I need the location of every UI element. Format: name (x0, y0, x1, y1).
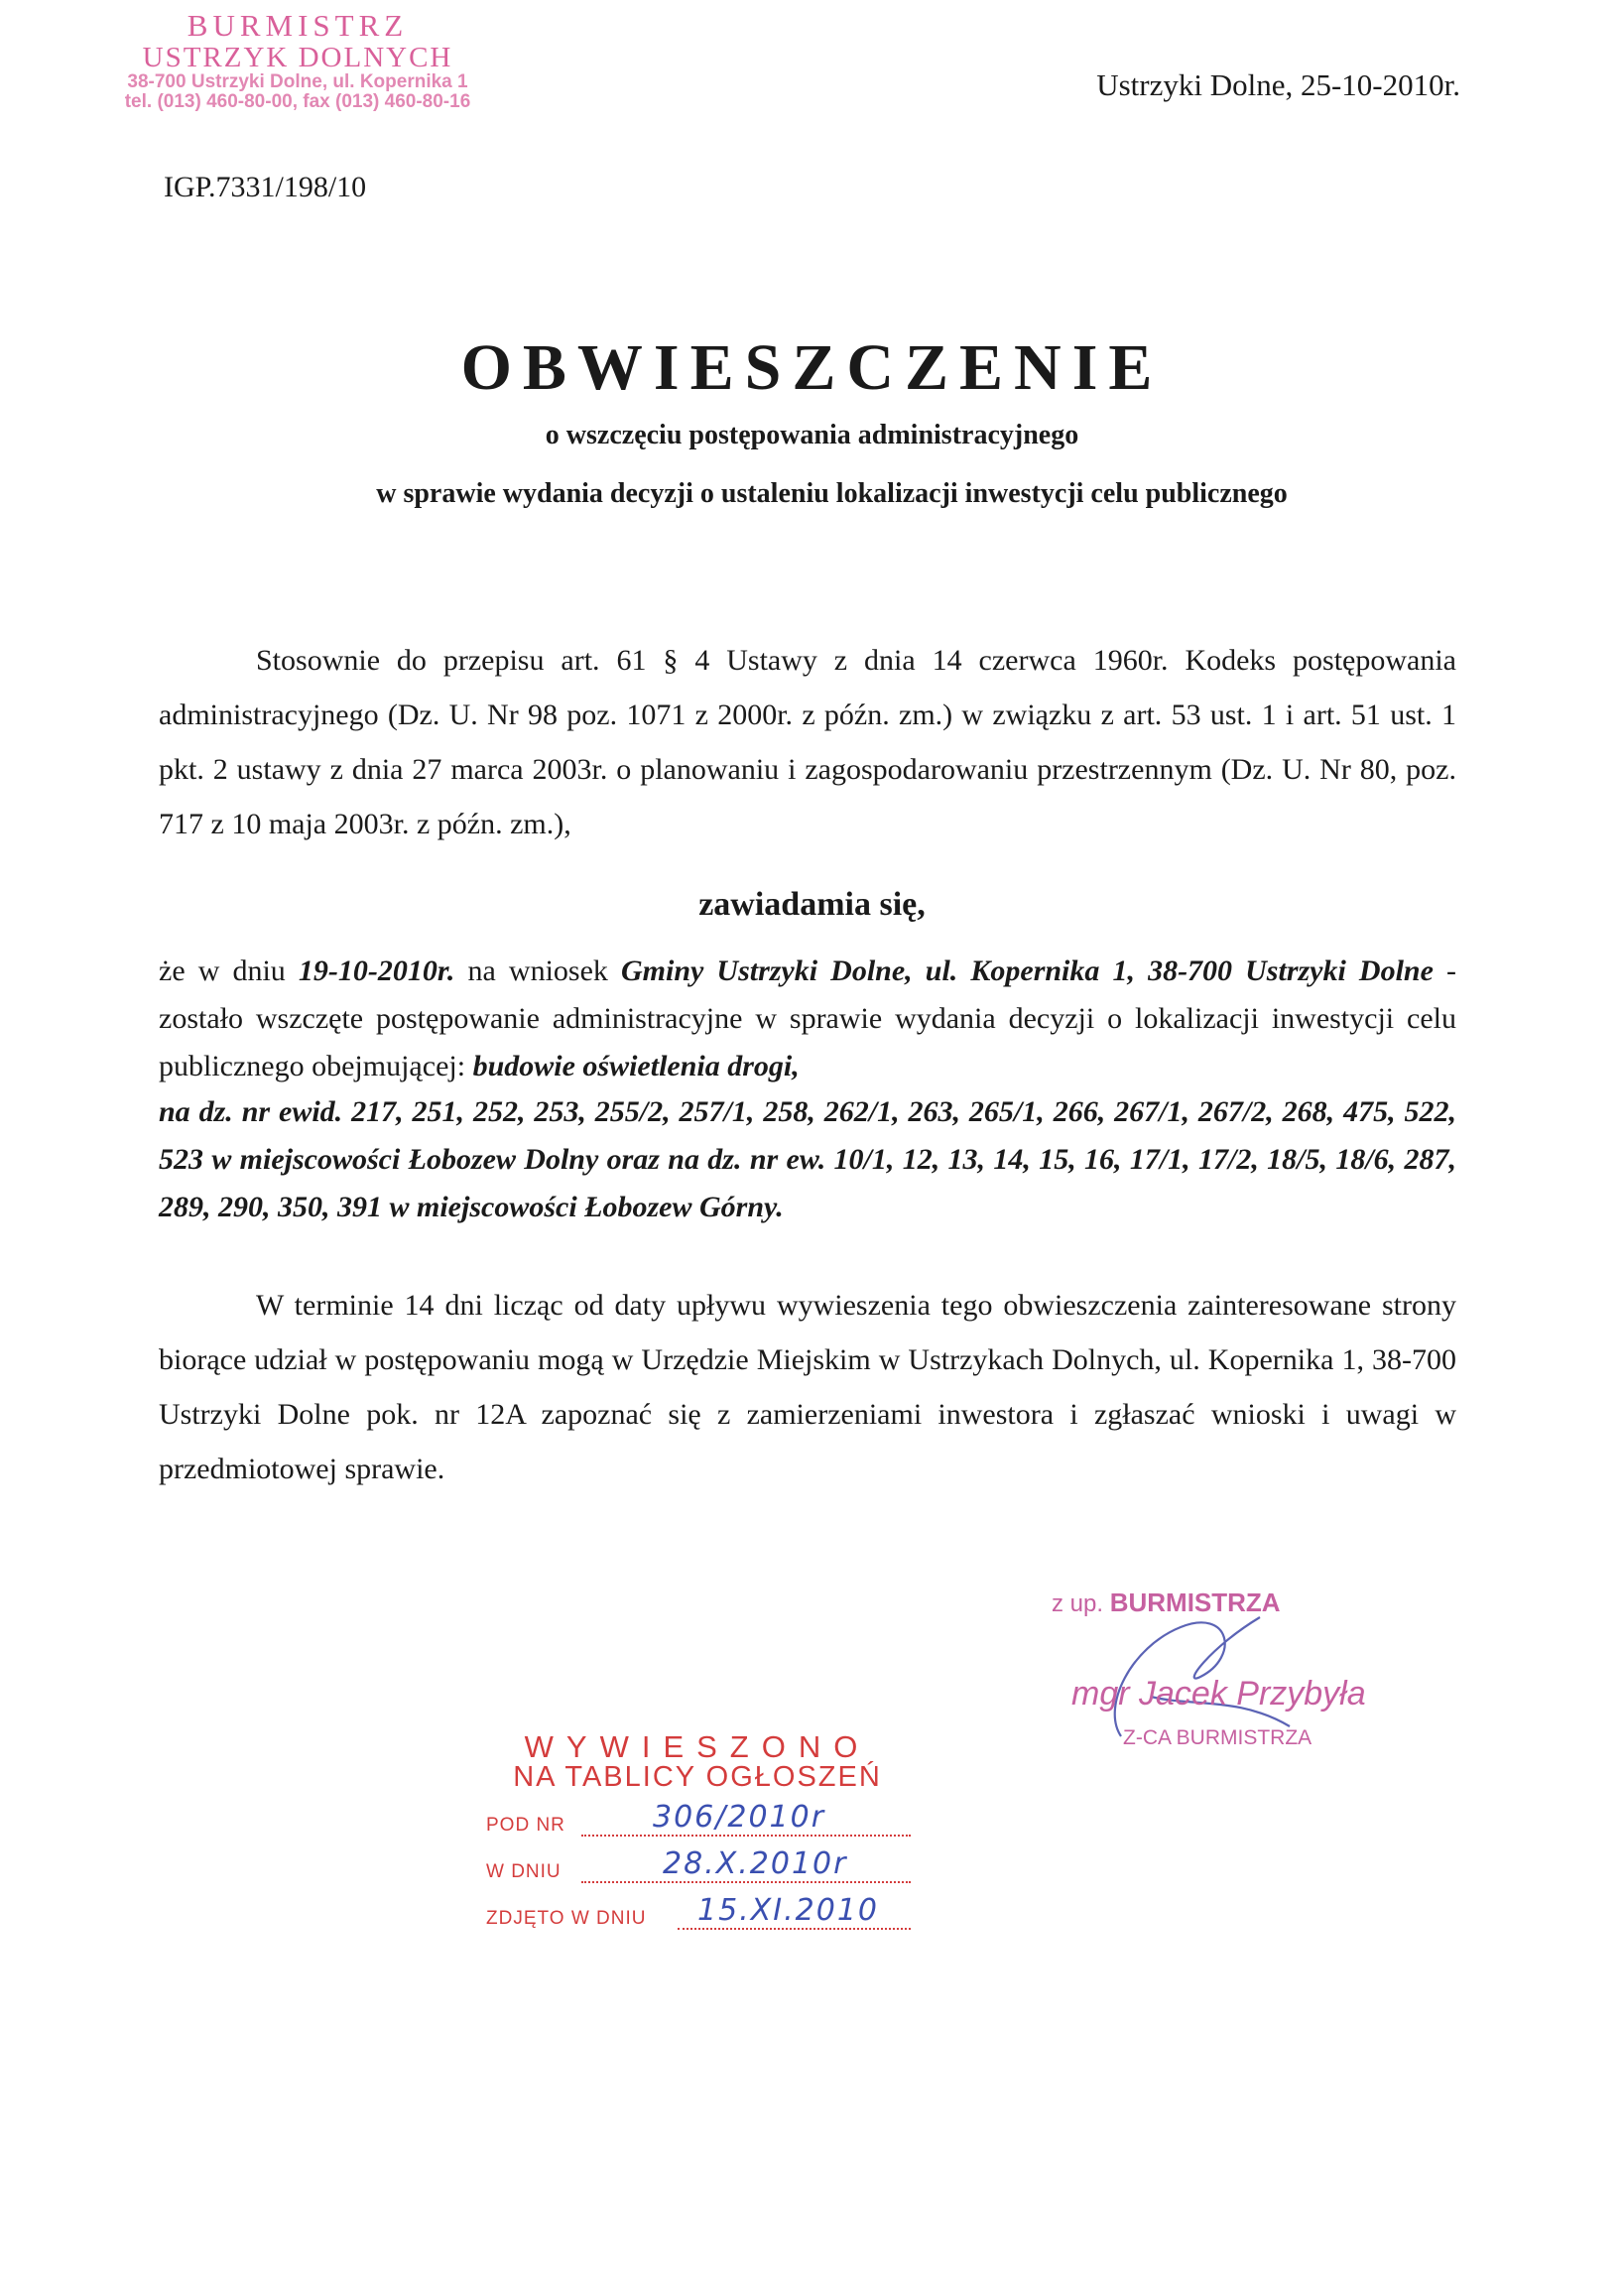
posting-stamp-line1: WYWIESZONO (524, 1729, 871, 1764)
announcement-heading: zawiadamia się, (698, 886, 926, 923)
proceedings-paragraph (159, 948, 1456, 1090)
signature-prefix: z up. (1052, 1590, 1104, 1617)
proceedings-text-1: że w dniu (159, 954, 299, 987)
posting-date-label: W DNIU (486, 1861, 562, 1882)
parcels-paragraph: na dz. nr ewid. 217, 251, 252, 253, 255/2, 257/1, 258, 262/1, 263, 265/1, 266, 267/1, 267/2, 268, 475, 522, 523 w miejscowości Łobozew Dolny oraz na dz. nr ew. 10/1, 12, 13, 14, 15, 16, 17/1, 17/2, 18/5, 18/6, 287, 289, 290, 350, 391 w miejscowości Łobozew Górny. (159, 1095, 1456, 1223)
posting-number-value: 306/2010r (653, 1800, 826, 1835)
issuer-stamp-address: 38-700 Ustrzyki Dolne, ul. Kopernika 1 (127, 70, 468, 92)
removal-date-row (484, 1893, 911, 1934)
subtitle-line1: o wszczęciu postępowania administracyjnego (545, 420, 1079, 450)
legal-basis-paragraph: Stosownie do przepisu art. 61 § 4 Ustawy z dnia 14 czerwca 1960r. Kodeks postępowania administracyjnego (Dz. U. Nr 98 poz. 1071 z 2000r. z późn. zm.) w związku z art. 53 ust. 1 i art. 51 ust. 1 pkt. 2 ustawy z dnia 27 marca 2003r. o planowaniu i zagospodarowaniu przestrzennym (Dz. U. Nr 80, poz. 717 z 10 maja 2003r. z późn. zm.), (159, 644, 1456, 840)
posting-date-value: 28.X.2010r (663, 1846, 848, 1881)
reference-number: IGP.7331/198/10 (164, 171, 367, 203)
signatory-name: mgr Jacek Przybyła (1071, 1675, 1366, 1713)
signatory-role: Z-CA BURMISTRZA (1123, 1726, 1312, 1749)
removal-date-value: 15.XI.2010 (697, 1893, 879, 1928)
proceedings-text-2: na wniosek (454, 954, 621, 987)
posting-number-label: POD NR (486, 1815, 565, 1836)
posting-stamp (484, 1729, 911, 1934)
removal-date-label: ZDJĘTO W DNIU (486, 1908, 647, 1929)
posting-number-row (484, 1800, 911, 1841)
proceedings-text-3: - zostało wszczęte postępowanie administracyjne w sprawie wydania decyzji o lokalizacji inwestycji celu publicznego obejmującej: (159, 954, 1457, 1082)
posting-stamp-line2: NA TABLICY OGŁOSZEŃ (513, 1761, 882, 1793)
review-period-paragraph: W terminie 14 dni licząc od daty upływu wywieszenia tego obwieszczenia zainteresowane strony biorące udział w postępowaniu mogą w Urzędzie Miejskim w Ustrzykach Dolnych, ul. Kopernika 1, 38-700 Ustrzyki Dolne pok. nr 12A zapoznać się z zamierzeniami inwestora i zgłaszać wnioski i uwagi w przedmiotowej sprawie. (159, 1289, 1456, 1485)
issuer-stamp-line2: USTRZYK DOLNYCH (142, 41, 453, 73)
issuer-stamp-line1: BURMISTRZ (187, 8, 409, 43)
posting-date-row (484, 1846, 911, 1887)
document-title: OBWIESZCZENIE (460, 331, 1164, 404)
place-date: Ustrzyki Dolne, 25-10-2010r. (1096, 67, 1460, 102)
signature-office: BURMISTRZA (1109, 1587, 1281, 1617)
applicant: Gminy Ustrzyki Dolne, ul. Kopernika 1, 38-700 Ustrzyki Dolne (620, 954, 1434, 987)
investment-subject: budowie oświetlenia drogi, (472, 1050, 800, 1082)
issuer-stamp-phone: tel. (013) 460-80-00, fax (013) 460-80-16 (124, 90, 471, 112)
signature-block (1052, 1587, 1429, 1749)
subtitle-line2: w sprawie wydania decyzji o ustaleniu lokalizacji inwestycji celu publicznego (376, 478, 1288, 509)
issuer-stamp (99, 10, 496, 112)
initiation-date: 19-10-2010r. (298, 954, 455, 987)
